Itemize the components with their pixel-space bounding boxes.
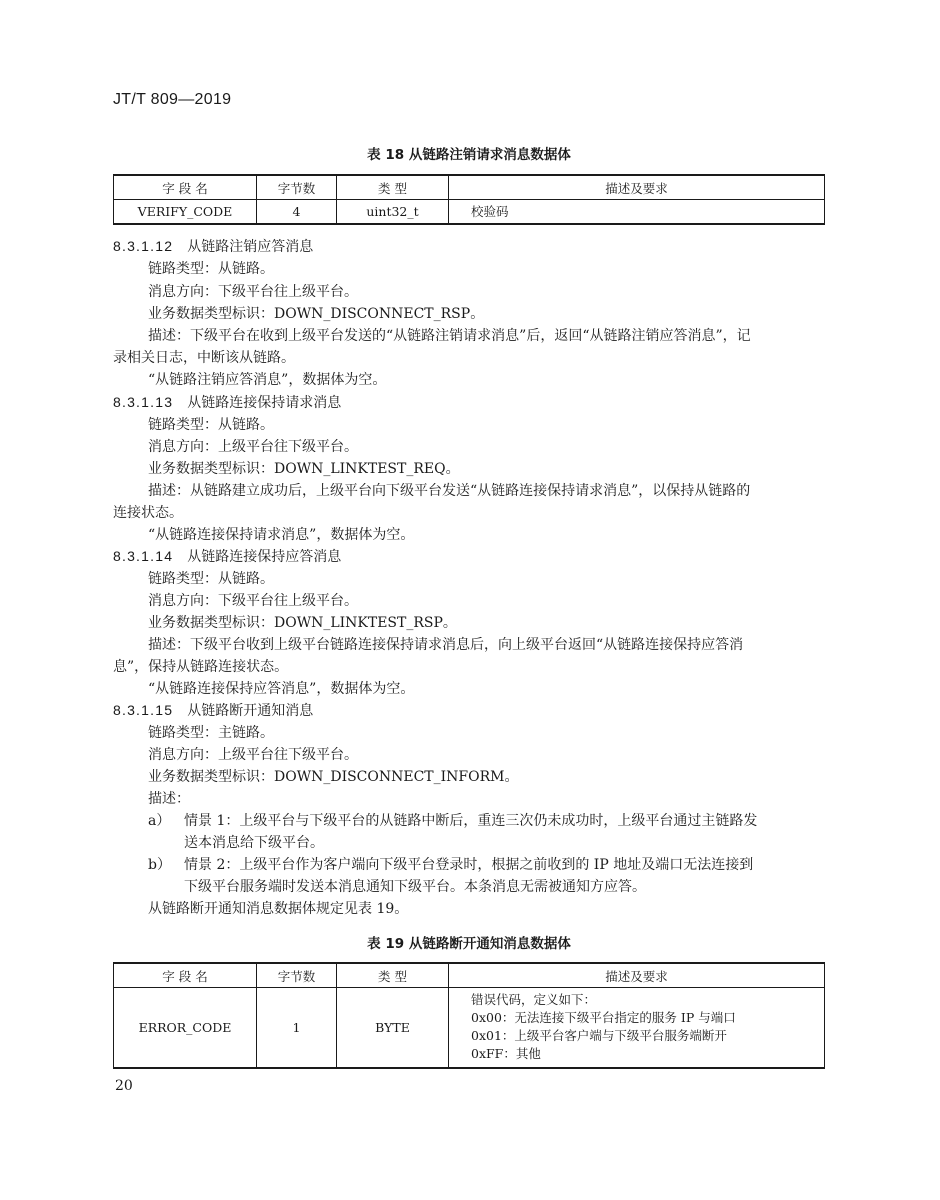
bytes-cell: 1 — [257, 988, 337, 1068]
table19-caption: 表 19 从链路断开通知消息数据体 — [367, 936, 571, 952]
section-heading — [113, 700, 313, 720]
col-header-bytes: 字节数 — [257, 175, 337, 200]
table19 — [113, 962, 825, 1069]
section-title: 从链路注销应答消息 — [187, 239, 314, 255]
col-header-desc: 描述及要求 — [449, 963, 825, 988]
list-text-line: 下级平台服务端时发送本消息通知下级平台。本条消息无需被通知方应答。 — [184, 879, 646, 895]
col-header-field: 字 段 名 — [114, 175, 257, 200]
desc-cell: 校验码 — [449, 200, 825, 224]
direction: 消息方向：上级平台往下级平台。 — [148, 747, 358, 763]
table-row — [114, 200, 825, 224]
bytes-cell: 4 — [257, 200, 337, 224]
body-note: “从链路连接保持请求消息”，数据体为空。 — [148, 527, 415, 543]
list-text-line: 送本消息给下级平台。 — [184, 835, 324, 851]
description-line: 描述：下级平台收到上级平台链路连接保持请求消息后，向上级平台返回“从链路连接保持应答消 — [148, 637, 744, 653]
link-type: 链路类型：从链路。 — [148, 417, 274, 433]
body-note: “从链路注销应答消息”，数据体为空。 — [148, 372, 387, 388]
direction: 消息方向：上级平台往下级平台。 — [148, 439, 358, 455]
list-marker: b） — [148, 857, 171, 873]
data-type-id: 业务数据类型标识：DOWN_LINKTEST_REQ。 — [148, 461, 460, 477]
link-type: 链路类型：主链路。 — [148, 725, 274, 741]
list-item — [148, 810, 825, 854]
field-name-cell: ERROR_CODE — [114, 988, 257, 1068]
description-label: 描述： — [148, 791, 190, 807]
list-text-line: 情景 1：上级平台与下级平台的从链路中断后，重连三次仍未成功时，上级平台通过主链路发 — [184, 813, 758, 829]
description-line: 描述：从链路建立成功后，上级平台向下级平台发送“从链路连接保持请求消息”，以保持从链路的 — [148, 483, 751, 499]
table19-header-row — [114, 963, 825, 988]
link-type: 链路类型：从链路。 — [148, 261, 274, 277]
description-line: 录相关日志，中断该从链路。 — [113, 350, 295, 366]
description-line: 描述：下级平台在收到上级平台发送的“从链路注销请求消息”后，返回“从链路注销应答消息”，记 — [148, 328, 751, 344]
data-type-id: 业务数据类型标识：DOWN_LINKTEST_RSP。 — [148, 615, 457, 631]
col-header-type: 类 型 — [337, 175, 449, 200]
direction: 消息方向：下级平台往上级平台。 — [148, 284, 358, 300]
body-note: 从链路断开通知消息数据体规定见表 19。 — [148, 901, 409, 917]
table18-caption: 表 18 从链路注销请求消息数据体 — [367, 147, 571, 163]
col-header-bytes: 字节数 — [257, 963, 337, 988]
table18 — [113, 174, 825, 225]
standard-number: JT/T 809—2019 — [113, 91, 232, 108]
desc-line: 0x01：上级平台客户端与下级平台服务端断开 — [471, 1028, 727, 1044]
col-header-type: 类 型 — [337, 963, 449, 988]
desc-line: 错误代码，定义如下： — [471, 992, 597, 1008]
col-header-desc: 描述及要求 — [449, 175, 825, 200]
direction: 消息方向：下级平台往上级平台。 — [148, 593, 358, 609]
desc-line: 0x00：无法连接下级平台指定的服务 IP 与端口 — [471, 1010, 736, 1026]
description-line: 息”，保持从链路连接状态。 — [113, 659, 289, 675]
link-type: 链路类型：从链路。 — [148, 571, 274, 587]
field-name-cell: VERIFY_CODE — [114, 200, 257, 224]
section-number: 8.3.1.13 — [113, 394, 174, 410]
type-cell: BYTE — [337, 988, 449, 1068]
desc-cell — [449, 988, 825, 1068]
type-cell: uint32_t — [337, 200, 449, 224]
section-number: 8.3.1.12 — [113, 238, 174, 254]
section-title: 从链路连接保持请求消息 — [187, 395, 342, 411]
list-text-line: 情景 2：上级平台作为客户端向下级平台登录时，根据之前收到的 IP 地址及端口无法连接到 — [184, 857, 754, 873]
section-heading — [113, 392, 341, 412]
list-item — [148, 854, 825, 898]
table-row — [114, 988, 825, 1068]
section-heading — [113, 546, 341, 566]
section-number: 8.3.1.14 — [113, 548, 174, 564]
description-line: 连接状态。 — [113, 505, 183, 521]
section-title: 从链路连接保持应答消息 — [187, 549, 342, 565]
data-type-id: 业务数据类型标识：DOWN_DISCONNECT_INFORM。 — [148, 769, 519, 785]
body-note: “从链路连接保持应答消息”，数据体为空。 — [148, 681, 415, 697]
table18-header-row — [114, 175, 825, 200]
list-marker: a） — [148, 813, 171, 829]
col-header-field: 字 段 名 — [114, 963, 257, 988]
section-heading — [113, 236, 313, 256]
section-number: 8.3.1.15 — [113, 702, 174, 718]
desc-line: 0xFF：其他 — [471, 1046, 541, 1062]
data-type-id: 业务数据类型标识：DOWN_DISCONNECT_RSP。 — [148, 306, 485, 322]
page-number: 20 — [115, 1078, 133, 1094]
section-title: 从链路断开通知消息 — [187, 703, 314, 719]
